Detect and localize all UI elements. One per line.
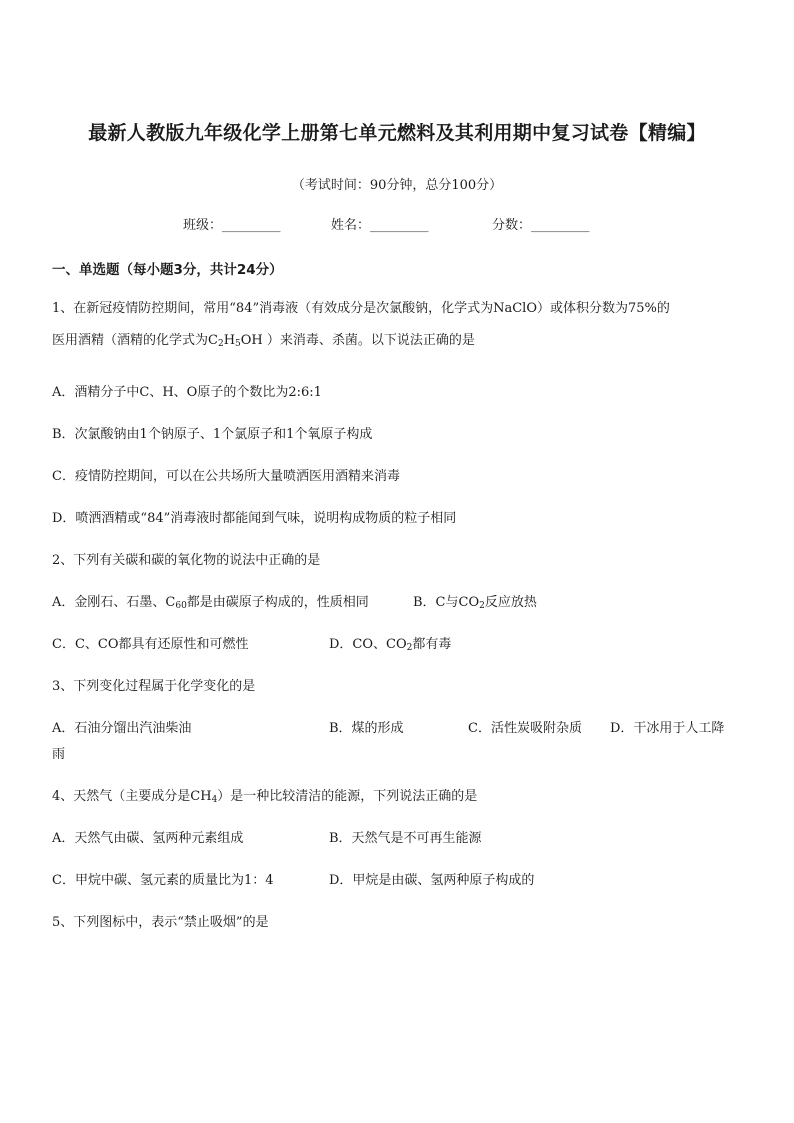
q4-option-d: D．甲烷是由碳、氢两种原子构成的 bbox=[329, 873, 535, 888]
q2-option-b: B．C与$CO_2$反应放热 bbox=[413, 595, 537, 611]
q4-option-a: A．天然气由碳、氢两种元素组成 bbox=[52, 831, 244, 846]
score-field: 分数：_________ bbox=[492, 218, 590, 233]
q3-option-c: C．活性炭吸附杂质 bbox=[468, 721, 582, 736]
q1-option-a: A．酒精分子中C、H、O原子的个数比为2:6:1 bbox=[52, 385, 322, 400]
q3-stem: 3、下列变化过程属于化学变化的是 bbox=[52, 679, 256, 694]
q3-option-b: B．煤的形成 bbox=[329, 721, 404, 736]
q1-option-b: B．次氯酸钠由1个钠原子、1个氯原子和1个氧原子构成 bbox=[52, 427, 373, 442]
q3-option-d-wrap: 雨 bbox=[52, 747, 66, 762]
q4-stem: 4、天然气（主要成分是$CH_4$）是一种比较清洁的能源，下列说法正确的是 bbox=[52, 789, 478, 805]
q1-stem-line1: 1、在新冠疫情防控期间，常用“84”消毒液（有效成分是次氯酸钠，化学式为NaClO）或体积分数为75%的 bbox=[52, 301, 670, 316]
q2-option-d: D．CO、$CO_2$都有毒 bbox=[329, 637, 452, 653]
q4-option-c: C．甲烷中碳、氢元素的质量比为1：4 bbox=[52, 873, 274, 888]
q3-option-a: A．石油分馏出汽油柴油 bbox=[52, 721, 192, 736]
q2-stem: 2、下列有关碳和碳的氧化物的说法中正确的是 bbox=[52, 553, 321, 568]
exam-duration-note: （考试时间：90分钟，总分100分） bbox=[291, 178, 503, 193]
class-field: 班级：_________ bbox=[183, 218, 281, 233]
q1-stem-line2: 医用酒精（酒精的化学式为$C_2H_5OH$ ）来消毒、杀菌。以下说法正确的是 bbox=[52, 333, 475, 349]
q1-option-d: D．喷洒酒精或“84”消毒液时都能闻到气味，说明构成物质的粒子相同 bbox=[52, 511, 457, 526]
section-heading-single-choice: 一、单选题（每小题3分，共计24分） bbox=[52, 262, 283, 278]
name-field: 姓名：_________ bbox=[331, 218, 429, 233]
q2-option-c: C．C、CO都具有还原性和可燃性 bbox=[52, 637, 249, 652]
q5-stem: 5、下列图标中，表示“禁止吸烟”的是 bbox=[52, 915, 269, 930]
q1-option-c: C．疫情防控期间，可以在公共场所大量喷洒医用酒精来消毒 bbox=[52, 469, 400, 484]
q2-option-a: A．金刚石、石墨、$C_{60}$都是由碳原子构成的，性质相同 bbox=[52, 595, 369, 611]
page-title: 最新人教版九年级化学上册第七单元燃料及其利用期中复习试卷【精编】 bbox=[88, 122, 706, 144]
q3-option-d: D．干冰用于人工降 bbox=[610, 721, 725, 736]
q4-option-b: B．天然气是不可再生能源 bbox=[329, 831, 482, 846]
